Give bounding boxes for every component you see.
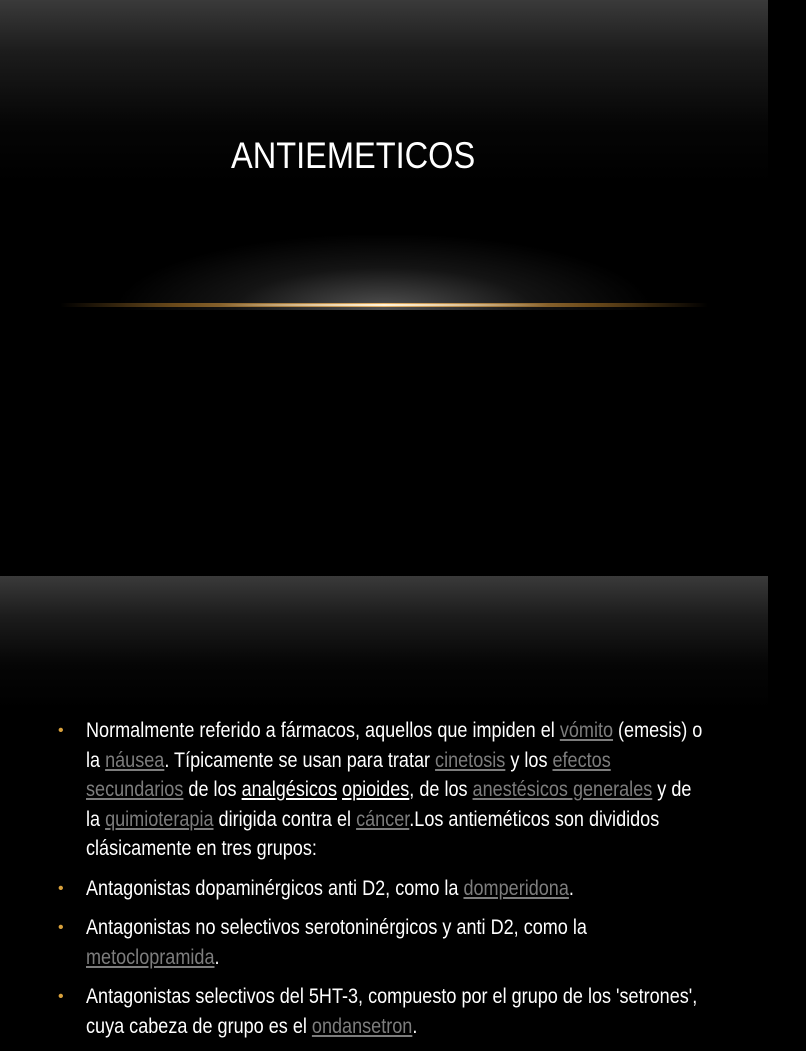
link-metoclopramida[interactable]: metoclopramida: [86, 945, 215, 969]
bullet-item-5ht3: [58, 982, 718, 1041]
link-cancer[interactable]: cáncer: [356, 807, 410, 831]
bullet-text: Antagonistas dopaminérgicos anti D2, como la domperidona.: [86, 876, 574, 900]
title-glow: [120, 235, 648, 310]
bullet-text: Antagonistas no selectivos serotoninérgicos y anti D2, como la metoclopramida.: [86, 916, 587, 969]
bullet-item-definition: [58, 716, 718, 864]
link-cinetosis[interactable]: cinetosis: [435, 748, 506, 772]
bullet-item-dopaminergicos: [58, 874, 718, 904]
link-domperidona[interactable]: domperidona: [463, 876, 569, 900]
link-anestesicos-generales[interactable]: anestésicos generales: [472, 778, 653, 801]
link-efectos-secundarios[interactable]: efectos secundarios: [86, 748, 611, 801]
link-nausea[interactable]: náusea: [105, 748, 165, 772]
bullet-list: [58, 716, 718, 1051]
link-analgesicos[interactable]: analgésicos: [241, 778, 337, 801]
title-divider-highlight: [220, 304, 548, 306]
link-vomito[interactable]: vómito: [559, 719, 614, 742]
bullet-icon: •: [58, 722, 64, 739]
slide-title: ANTIEMETICOS: [231, 135, 476, 176]
bullet-icon: •: [58, 919, 64, 936]
bullet-icon: •: [58, 879, 64, 897]
bullet-text: Antagonistas selectivos del 5HT-3, compuesto por el grupo de los 'setrones', cuya cabeza de grupo es el ondansetron.: [86, 985, 698, 1038]
bullet-text: Normalmente referido a fármacos, aquellos que impiden el vómito (emesis) o la náusea. Típicamente se usan para tratar cinetosis y los efectos secundarios de los analgésicos opioides, de los anestésicos generales y de la quimioterapia dirigida contra el cáncer.Los antieméticos son divididos clásicamente en tres grupos:: [86, 719, 703, 860]
content-slide: [0, 576, 768, 1038]
link-quimioterapia[interactable]: quimioterapia: [105, 807, 214, 831]
link-opioides[interactable]: opioides: [342, 778, 410, 801]
bullet-item-serotoninergicos: [58, 913, 718, 972]
bullet-icon: •: [58, 988, 64, 1005]
link-ondansetron[interactable]: ondansetron: [311, 1014, 413, 1038]
